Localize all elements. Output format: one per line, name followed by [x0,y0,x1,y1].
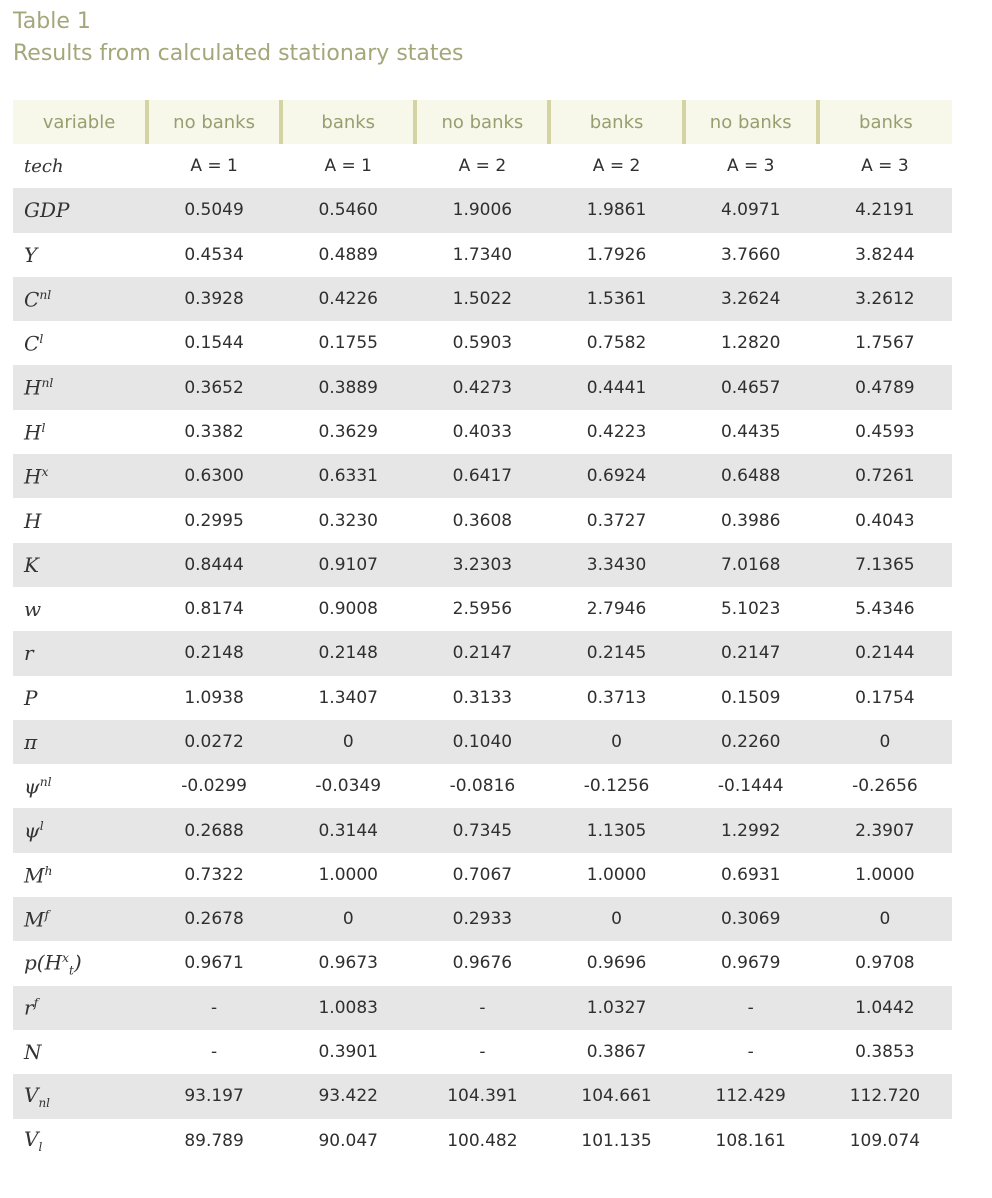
value-cell: 0.4889 [318,244,378,265]
variable-symbol: ψ [24,818,40,843]
value-cell: 112.720 [818,1074,952,1118]
value-cell: A = 1 [324,156,372,177]
variable-cell [13,720,147,764]
variable-symbol: tech [24,155,64,177]
value-cell: 0.5460 [281,188,415,232]
value-cell: 0.4435 [720,421,781,442]
value-cell: 0.3652 [147,365,281,409]
value-cell: 0 [549,897,683,941]
table-row [13,853,952,897]
value-cell: 0.4226 [281,277,415,321]
value-cell: 0.3867 [586,1042,647,1063]
variable-symbol: r [24,996,34,1021]
value-cell: - [684,986,818,1030]
header-no-banks-a3: no banks [684,100,818,144]
value-cell: 0.9676 [452,953,513,974]
value-cell: 0.4441 [549,365,683,409]
value-cell: 0.6417 [415,454,549,498]
value-cell: 0.2688 [147,808,281,852]
variable-cell [13,410,147,454]
value-cell: 0.3608 [452,510,513,531]
variable-symbol: r [24,641,34,666]
table-row [13,676,952,720]
variable-cell [13,188,147,232]
table-title: Results from calculated stationary states [13,41,464,66]
table-row [13,1030,952,1074]
value-cell: 1.3407 [318,687,378,708]
value-cell: 0.8174 [184,599,244,620]
value-cell: 1.2992 [684,808,818,852]
table-row [13,365,952,409]
variable-superscript: l [39,331,44,346]
value-cell: 93.197 [147,1074,281,1118]
value-cell: 2.7946 [586,599,647,620]
value-cell: 0.7322 [184,864,244,885]
header-no-banks-a2: no banks [415,100,549,144]
value-cell: 0.5049 [147,188,281,232]
table-label: Table 1 [13,9,91,34]
value-cell: 0.2995 [184,510,244,531]
variable-superscript: l [39,818,44,834]
value-cell: 0.6488 [684,454,818,498]
table-row [13,720,952,764]
value-cell: - [147,986,281,1030]
value-cell: 0.2260 [684,720,818,764]
value-cell: A = 2 [458,156,507,177]
value-cell: 0.3629 [318,421,378,442]
variable-symbol: C [24,331,40,356]
value-cell: 0.3144 [281,808,415,852]
variable-suffix: ) [73,950,82,975]
value-cell: 1.9861 [549,188,683,232]
value-cell: 0.2148 [147,631,281,675]
value-cell: -0.1256 [583,776,650,797]
value-cell: 0 [549,720,683,764]
variable-symbol: ψ [24,774,40,799]
table-row [13,897,952,941]
variable-superscript: x [62,949,70,965]
variable-cell [13,454,147,498]
value-cell: 0.9673 [318,953,378,974]
value-cell: 0.2678 [147,897,281,941]
value-cell: 0.2147 [415,631,549,675]
variable-symbol: M [24,907,45,932]
variable-cell [13,897,147,941]
value-cell: A = 2 [592,156,641,177]
value-cell: 0 [281,720,415,764]
variable-superscript: nl [39,773,52,789]
table-row [13,764,952,808]
value-cell: 5.4346 [855,599,915,620]
value-cell: -0.0299 [181,776,247,797]
value-cell: 1.0327 [549,986,683,1030]
variable-superscript: nl [39,286,52,302]
value-cell: 0.9671 [184,953,244,974]
value-cell: 101.135 [581,1130,652,1151]
variable-symbol: w [24,597,42,622]
variable-symbol: N [24,1040,42,1065]
header-banks-a3: banks [818,100,952,144]
table-row [13,1119,952,1163]
variable-cell [13,233,147,277]
value-cell: 0.4273 [415,365,549,409]
variable-symbol: H [24,375,42,400]
variable-subscript: t [69,963,74,978]
table-row [13,410,952,454]
value-cell: 1.0442 [818,986,952,1030]
value-cell: -0.1444 [717,776,784,797]
variable-cell [13,1030,147,1074]
value-cell: 1.7926 [586,244,647,265]
variable-cell [13,631,147,675]
variable-cell [13,853,147,897]
variable-cell [13,941,147,985]
variable-superscript: f [33,995,39,1011]
value-cell: 0 [281,897,415,941]
value-cell: -0.2656 [852,776,918,797]
value-cell: 100.482 [447,1130,518,1151]
value-cell: 0.3069 [684,897,818,941]
variable-symbol: M [24,863,45,888]
value-cell: 3.2612 [818,277,952,321]
value-cell: 0.6331 [281,454,415,498]
value-cell: 3.3430 [549,543,683,587]
value-cell: 0.3986 [720,510,781,531]
value-cell: 7.0168 [684,543,818,587]
value-cell: 0.7582 [586,333,647,354]
variable-symbol: P [24,685,38,710]
variable-symbol: H [24,464,42,489]
value-cell: 0.4657 [684,365,818,409]
value-cell: 0.2144 [818,631,952,675]
value-cell: 0.3889 [281,365,415,409]
value-cell: 0.5903 [452,333,513,354]
variable-superscript: h [44,862,53,878]
variable-cell [13,365,147,409]
value-cell: 0.7067 [452,864,513,885]
variable-symbol: K [24,552,39,577]
value-cell: 0.1509 [720,687,781,708]
value-cell: 1.0000 [855,864,915,885]
value-cell: 2.3907 [818,808,952,852]
variable-cell [13,321,147,365]
value-cell: 0.9107 [281,543,415,587]
value-cell: 0.1755 [318,333,378,354]
header-banks-a2: banks [549,100,683,144]
value-cell: A = 3 [861,156,909,177]
value-cell: 0.2147 [684,631,818,675]
value-cell: 90.047 [318,1130,378,1151]
value-cell: 112.429 [684,1074,818,1118]
value-cell: 4.2191 [818,188,952,232]
table-row [13,587,952,631]
header-variable: variable [13,100,147,144]
table-caption [13,6,464,70]
value-cell: 1.5361 [549,277,683,321]
value-cell: 0.3230 [318,510,378,531]
value-cell: 0.9708 [855,953,915,974]
variable-cell [13,1119,147,1163]
value-cell: 0.2933 [415,897,549,941]
value-cell: 0.2145 [549,631,683,675]
value-cell: 1.1305 [549,808,683,852]
table-row [13,631,952,675]
value-cell: 7.1365 [818,543,952,587]
value-cell: 0.1040 [415,720,549,764]
value-cell: - [747,1042,754,1063]
value-cell: 1.0083 [281,986,415,1030]
value-cell: 104.391 [415,1074,549,1118]
variable-cell [13,1074,147,1118]
value-cell: 5.1023 [720,599,781,620]
variable-cell [13,543,147,587]
variable-subscript: nl [38,1095,51,1110]
value-cell: 0.3713 [586,687,647,708]
value-cell: 0.3928 [147,277,281,321]
variable-symbol: V [24,1127,39,1152]
value-cell: 0.6931 [720,864,781,885]
value-cell: 0.4534 [184,244,244,265]
value-cell: 0 [818,720,952,764]
variable-symbol: V [24,1082,39,1107]
value-cell: 0.6924 [549,454,683,498]
variable-cell [13,498,147,542]
table-row [13,543,952,587]
value-cell: 0.4043 [855,510,915,531]
value-cell: 0.4033 [452,421,513,442]
header-row [13,100,952,144]
value-cell: 0.1544 [184,333,244,354]
value-cell: - [211,1042,218,1063]
value-cell: 0.9679 [720,953,781,974]
variable-superscript: x [41,463,49,479]
value-cell: 4.0971 [684,188,818,232]
value-cell: 1.0938 [184,687,244,708]
variable-symbol: GDP [24,198,70,223]
variable-symbol: p(H [24,950,63,975]
variable-superscript: f [44,906,50,922]
value-cell: - [479,1042,486,1063]
value-cell: 0.3133 [452,687,513,708]
value-cell: 108.161 [715,1130,786,1151]
variable-cell [13,277,147,321]
variable-cell [13,587,147,631]
value-cell: 0.3727 [586,510,647,531]
value-cell: 0.0272 [147,720,281,764]
value-cell: 0.4593 [855,421,915,442]
value-cell: 0.9696 [586,953,647,974]
value-cell: 0.7345 [415,808,549,852]
table-row [13,1074,952,1118]
variable-cell [13,144,147,188]
variable-superscript: nl [41,375,54,391]
variable-cell [13,676,147,720]
value-cell: 1.0000 [586,864,647,885]
value-cell: 0.3901 [318,1042,378,1063]
value-cell: 3.2303 [415,543,549,587]
variable-symbol: H [24,420,42,445]
value-cell: 0.3382 [184,421,244,442]
value-cell: 3.7660 [720,244,781,265]
variable-cell [13,808,147,852]
value-cell: A = 1 [190,156,238,177]
value-cell: 3.2624 [684,277,818,321]
table-row [13,277,952,321]
variable-symbol: π [24,730,38,754]
value-cell: 3.8244 [855,244,915,265]
value-cell: 1.5022 [415,277,549,321]
value-cell: - [415,986,549,1030]
table-row [13,941,952,985]
value-cell: 0.9008 [318,599,378,620]
table-row [13,321,952,365]
value-cell: 0.1754 [855,687,915,708]
value-cell: 0.2148 [281,631,415,675]
value-cell: 1.0000 [318,864,378,885]
table-row [13,498,952,542]
value-cell: 1.7567 [855,333,915,354]
table-body [13,144,952,1163]
table-row [13,986,952,1030]
value-cell: 1.7340 [452,244,513,265]
variable-symbol: C [24,287,40,312]
value-cell: 0.8444 [147,543,281,587]
variable-symbol: Y [24,242,38,267]
value-cell: 0.3853 [855,1042,915,1063]
value-cell: 1.9006 [415,188,549,232]
value-cell: A = 3 [726,156,775,177]
table-row [13,144,952,188]
value-cell: 0 [818,897,952,941]
results-table [13,100,952,1163]
value-cell: 109.074 [849,1130,921,1151]
value-cell: 93.422 [281,1074,415,1118]
value-cell: 1.2820 [720,333,781,354]
variable-superscript: l [41,419,46,435]
variable-symbol: H [24,508,42,533]
value-cell: 0.6300 [147,454,281,498]
value-cell: 0.7261 [818,454,952,498]
value-cell: -0.0816 [449,776,516,797]
variable-subscript: l [38,1140,43,1155]
variable-cell [13,986,147,1030]
variable-cell [13,764,147,808]
value-cell: 0.4789 [818,365,952,409]
table-row [13,233,952,277]
table-row [13,808,952,852]
value-cell: 104.661 [549,1074,683,1118]
header-banks-a1: banks [281,100,415,144]
header-no-banks-a1: no banks [147,100,281,144]
table-row [13,188,952,232]
value-cell: 89.789 [184,1130,244,1151]
value-cell: -0.0349 [315,776,382,797]
table-row [13,454,952,498]
value-cell: 2.5956 [452,599,513,620]
value-cell: 0.4223 [586,421,647,442]
